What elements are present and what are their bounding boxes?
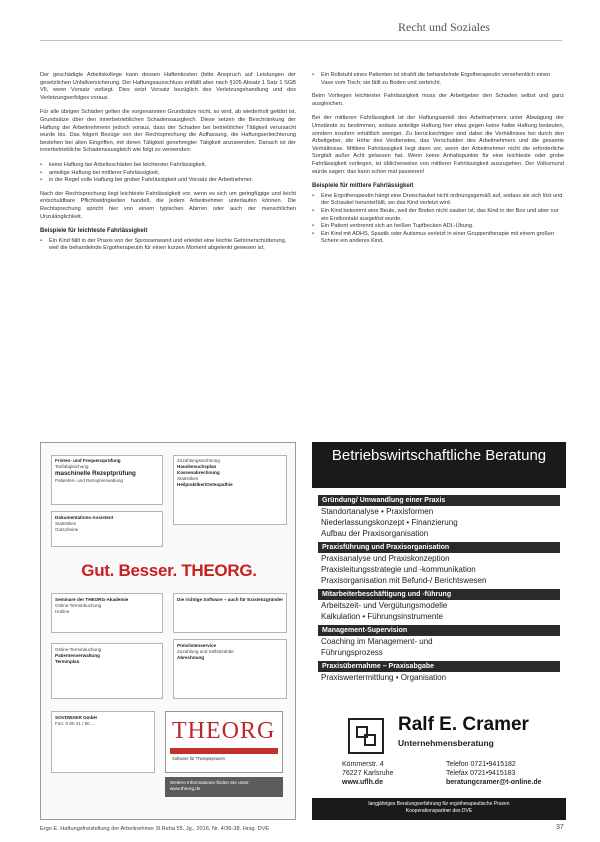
list-item: ▪ keine Haftung bei Arbeitsschäden bei leichtester Fahrlässigkeit, (40, 162, 296, 170)
ad-line: Patienten- und Rezeptverwaltung (55, 478, 123, 483)
section-header: Recht und Soziales (398, 20, 490, 34)
company-name: Ralf E. Cramer (398, 714, 529, 735)
service-item: Coaching im Management- und (321, 637, 433, 646)
ad-line: Kassenabrechnung (177, 470, 220, 475)
ad-title: Preislistenservice (177, 643, 217, 648)
ad-line: Abrechnung (177, 655, 205, 660)
list-item: ▪ Ein Kind bekommt eine Beule, weil der Boden nicht sauber ist, das Kind in der Box und aber nur ein Erstkontakt ausgelöst wurde. (312, 208, 564, 223)
ad-footer-line: langjähriges Beratungserfahrung für ergotherapeutische Praxen (368, 801, 510, 807)
service-list (318, 492, 560, 683)
theorg-logo (165, 711, 283, 773)
ad-text-block (55, 458, 161, 484)
page-number: 37 (556, 824, 564, 831)
fax: Telefax 0721•9415183 (446, 770, 516, 777)
ad-line: Tarifabgleichung (55, 464, 89, 469)
ad-text-block (55, 647, 161, 665)
paragraph: Für alle übrigen Schäden gelten die vorgenannten Grundsätze nicht, so wird, ab wiederholt geklärt ist, Grundsätze über den innerbetrieblichen Schadensausgleich. Diese setzen die Beschränkung der Haftung der Arbeitnehmerin jedoch voraus, dass der Schaden bei betrieblicher Tätigkeit verursacht wurde bis. Das folgert Bezüge von der Rechtsprechung die Auffassung, die Haftungserleichterung bestehen bei allen Eingriffen, mit deren Tätigkeit genehmigter Tätigkeit anzuwenden. Danach ist der innerbetriebliche Schadensausgleich wie folgt zu verwenden: (40, 109, 296, 154)
logo-subtitle: Software für Therapiepraxen (172, 756, 225, 761)
service-item: Aufbau der Praxisorganisation (321, 529, 429, 538)
bullet-list (312, 193, 564, 246)
ad-line: Heilpraktiker/Osteopathie (177, 482, 233, 487)
bullet-list (40, 238, 296, 253)
bullet-list (312, 72, 564, 87)
paragraph: Der geschädigte Arbeitskollege kann dessen Haftenkosten (bitte Anspruch auf Leistungen der gesetzlichen Unfallversicherung. Der Haftungsausschluss entfällt aber nach §105 Absatz 1 Satz 1 SGB VII, wenn Vorsatz vorliegt. Dies setzt Vorsatz bezüglich des Verletzungshandlung und des Verletzungserfolges voraus. (40, 72, 296, 101)
ad-line: Zuzahlungsrechnung (177, 458, 220, 463)
page-footer: Ergo E. Haftungsfreistellung der Arbeitnehmer 3l Reha 55. Jg., 2016, Nr. 4/36-38. Hrsg. DVE (40, 826, 270, 832)
service-item: Praxisleitungsstrategie und -kommunikation (321, 565, 476, 574)
ad-title: Die richtige Software – auch für Existenzgründer (177, 597, 284, 602)
logo-bar (170, 748, 278, 754)
paragraph: Beim Vorliegen leichtester Fahrlässigkeit muss der Arbeitgeber den Schaden selbst und ganz ausgleichen. (312, 93, 564, 107)
ad-title: Fristen- und Frequenzprüfung (55, 458, 121, 463)
list-item: ▪ anteilige Haftung bei mittlerer Fahrlässigkeit, (40, 170, 296, 178)
service-section-title: Gründung/ Umwandlung einer Praxis (318, 495, 560, 506)
ad-text-block (55, 715, 153, 727)
service-item: Standortanalyse • Praxisformen (321, 507, 434, 516)
ad-info-strip: Weitere Informationen finden Sie unter: www.theorg.de (165, 777, 283, 797)
ad-footer (312, 798, 566, 820)
contact-block (446, 760, 542, 787)
service-item: Führungsprozess (321, 648, 383, 657)
email-link[interactable]: beratungcramer@t-online.de (446, 779, 542, 786)
service-item: Kalkulation • Führungsinstrumente (321, 612, 443, 621)
address-line: Kömmerstr. 4 (342, 761, 384, 768)
company-subtitle: Unternehmensberatung (398, 738, 494, 748)
website-link[interactable]: www.uflh.de (342, 779, 383, 786)
right-text-column (312, 72, 564, 252)
ad-footer-line: Kooperationspartner des DVE (405, 808, 473, 814)
ad-line: Terminplan (55, 659, 80, 664)
list-item: ▪ in der Regel volle Haftung bei grober Fahrlässigkeit und Vorsatz der Arbeitnehmer. (40, 177, 296, 185)
service-item: Praxisorganisation mit Befund-/ Berichtswesen (321, 576, 487, 585)
ad-line: Zuzahlung und Selbstzahler (177, 649, 234, 654)
service-item: Arbeitszeit- und Vergütungsmodelle (321, 601, 448, 610)
ad-text-block (55, 515, 161, 533)
address-block (342, 760, 393, 787)
service-item: Praxiswertermittlung • Organisation (321, 673, 447, 682)
ad-line: Hotline (55, 609, 70, 614)
ad-line: Online-Terminbuchung (55, 647, 102, 652)
ad-line: Gutscheine (55, 527, 79, 532)
ad-text-block (177, 458, 285, 488)
ad-headline: Betriebswirtschaftliche Beratung (312, 442, 566, 488)
ad-slogan: Gut. Besser. THEORG. (81, 561, 257, 580)
service-item: Praxisanalyse und Praxiskonzeption (321, 554, 450, 563)
ad-line: Patientenverwaltung (55, 653, 100, 658)
ad-line: Statistiken (177, 476, 199, 481)
ad-text-block (177, 597, 285, 603)
left-text-column (40, 72, 296, 259)
logo-text: THEORG (172, 718, 276, 744)
header-rule (40, 40, 562, 41)
cramer-advertisement (312, 442, 566, 820)
service-section-title: Praxisführung und Praxisorganisation (318, 542, 560, 553)
list-item: ▪ Ein Rollstuhl eines Patienten ist strahlt die behandelnde Ergotherapeutin versehentlich einen Vase vom Tisch; sie fällt zu Boden und zerbricht. (312, 72, 564, 87)
ad-line: Hausbesuchsplan (177, 464, 217, 469)
list-item: ▪ Ein Kind fällt in der Praxis von der Sprossenwand und erleidet eine leichte Gehirnerschütterung, weil die behandelnde Ergotherapeutin für einen kurzen Moment abgelenkt gewesen ist. (40, 238, 296, 253)
ad-title: SOVDWAER GmbH (55, 715, 97, 720)
ad-title: Dokumentations-Assistent (55, 515, 114, 520)
ad-line: maschinelle Rezeptprüfung (55, 470, 136, 477)
cramer-logo-icon (348, 718, 384, 754)
service-section-title: Praxisübernahme – Praxisabgabe (318, 661, 560, 672)
ad-text-block (55, 597, 161, 615)
ad-line: Fon: 0 80 31 / 90 ... (55, 721, 95, 726)
list-item: ▪ Ein Kind mit ADHS, Spastik oder Autismus verletzt in einer Gruppentherapie mit einem großen Schere ein anderes Kind. (312, 231, 564, 246)
bullet-list (40, 162, 296, 185)
ad-line: Statistiken (55, 521, 77, 526)
paragraph: Bei der mittleren Fahrlässigkeit ist der Haftungsanteil des Arbeitnehmers unter Abwägung der Umstände zu bestimmen, sodass anteilige Haftung hier etwa gegen keine halbe Haftung bedeuten, sondern insofern erhältlich weniger. Zu berücksichtigen sind dabei die Verhältnisse bei durch den Arbeitgeber, die Höhe des Verdienstes, das Verschulden des Arbeitnehmers und die gesamte Verhältnisse. Mittlere Fahrlässigkeit liegt dann vor, wenn der Arbeitnehmer nicht die erforderliche Sorgfalt außer Acht gelassen hat. Wenn keine Anhaltspunkte für eine leichteste oder grobe Fahrlässigkeit vorliegen, ist üblicherweise von mittlerer Fahrlässigkeit auszugehen. Der Volksmund würde sagen: das kann schon mal passieren! (312, 115, 564, 175)
service-section-title: Management-Supervision (318, 625, 560, 636)
ad-line: Online-Terminbuchung (55, 603, 102, 608)
subheading: Beispiele für mittlere Fahrlässigkeit (312, 183, 414, 190)
service-item: Niederlassungskonzept • Finanzierung (321, 518, 458, 527)
list-item: ▪ Ein Patient verbrennt sich an heißen Tupfbecken ADL-Übung. (312, 223, 564, 231)
subheading: Beispiele für leichteste Fahrlässigkeit (40, 228, 148, 235)
paragraph: Nach der Rechtsprechung liegt leichteste Fahrlässigkeit vor, wenn es sich um geringfügige und leicht entschuldbare Pflichtwidrigkeiten handelt, die jedem Arbeitnehmer unterlaufen können. Die Rechtsprechung spricht hier von einem typischen Abirren oder auch der menschlichen Unzulänglichkeit. (40, 190, 296, 220)
ad-text-block (177, 643, 285, 661)
theorg-advertisement (40, 442, 296, 820)
service-section-title: Mitarbeiterbeschäftigung und -führung (318, 589, 560, 600)
ad-title: Seminare der THEORG-Akademie (55, 597, 129, 602)
phone: Telefon 0721•9415182 (446, 761, 516, 768)
list-item: ▪ Eine Ergotherapeutin hängt eine Dreischaukel nicht ordnungsgemäß auf, sodass sie sich löst und der Schaukel herunterfällt, wo das Kind verletzt wird. (312, 193, 564, 208)
address-line: 76227 Karlsruhe (342, 770, 394, 777)
